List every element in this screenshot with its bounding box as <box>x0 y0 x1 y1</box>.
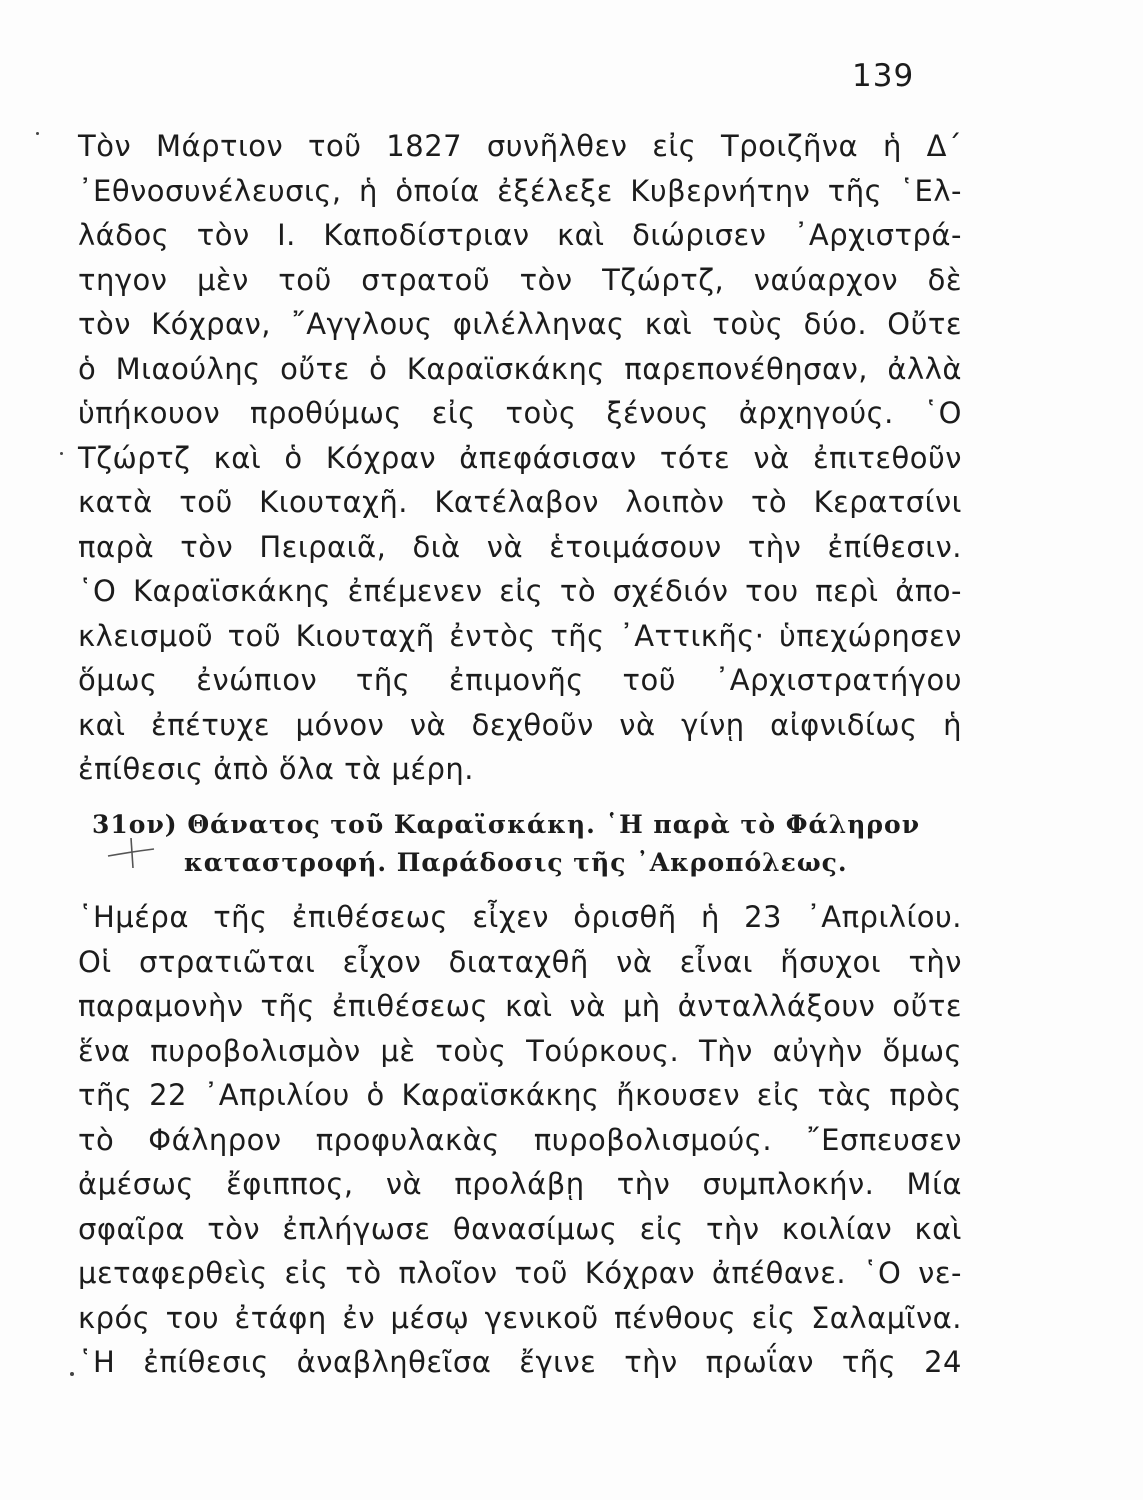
text-line: σφαῖρα τὸν ἐπλήγωσε θανασίμως εἰς τὴν κοιλίαν καὶ <box>78 1211 962 1246</box>
text-line: λάδος τὸν Ι. Καποδίστριαν καὶ διώρισεν ᾿Αρχιστρά- <box>78 218 962 252</box>
page-number: 139 <box>852 58 915 94</box>
paper-speck <box>70 1372 74 1376</box>
paragraph-2 <box>78 895 962 1385</box>
text-line: τὸ Φάληρον προφυλακὰς πυροβολισμούς. ῎Εσπευσεν <box>78 1122 962 1157</box>
text-line: ὅμως ἐνώπιον τῆς ἐπιμονῆς τοῦ ᾿Αρχιστρατήγου <box>78 663 962 697</box>
text-line: ῾Ημέρα τῆς ἐπιθέσεως εἶχεν ὁρισθῆ ἡ 23 ᾿Απριλίου. <box>78 900 962 934</box>
text-line: κλεισμοῦ τοῦ Κιουταχῆ ἐντὸς τῆς ᾿Αττικῆς· ὑπεχώρησεν <box>78 618 962 653</box>
text-line: τηγον μὲν τοῦ στρατοῦ τὸν Τζώρτζ, ναύαρχον δὲ <box>78 262 962 297</box>
text-line: ἀμέσως ἔφιππος, νὰ προλάβῃ τὴν συμπλοκήν. Μία <box>78 1167 962 1201</box>
text-line: παρὰ τὸν Πειραιᾶ, διὰ νὰ ἑτοιμάσουν τὴν ἐπίθεσιν. <box>78 529 962 564</box>
text-line: ῾Ο Καραϊσκάκης ἐπέμενεν εἰς τὸ σχέδιόν του περὶ ἀπο- <box>78 574 962 608</box>
paper-speck <box>60 452 63 455</box>
text-line: Οἱ στρατιῶται εἶχον διαταχθῆ νὰ εἶναι ἥσυχοι τὴν <box>78 944 962 979</box>
text-line: ὑπήκουον προθύμως εἰς τοὺς ξένους ἀρχηγούς. ῾Ο <box>78 396 962 430</box>
text-line: παραμονὴν τῆς ἐπιθέσεως καὶ νὰ μὴ ἀνταλλάξουν οὔτε <box>78 989 962 1023</box>
text-line: τὸν Κόχραν, ῎Αγγλους φιλέλληνας καὶ τοὺς δύο. Οὔτε <box>78 307 962 341</box>
handwritten-cross-mark-icon <box>104 832 158 872</box>
section-heading-line-2: καταστροφή. Παράδοσις τῆς ᾿Ακροπόλεως. <box>184 848 848 877</box>
text-line: μεταφερθεὶς εἰς τὸ πλοῖον τοῦ Κόχραν ἀπέθανε. ῾Ο νε- <box>78 1256 962 1290</box>
text-line: ᾿Εθνοσυνέλευσις, ἡ ὁποία ἐξέλεξε Κυβερνήτην τῆς ῾Ελ- <box>78 173 962 208</box>
paper-speck <box>36 132 39 135</box>
text-line: ὁ Μιαούλης οὔτε ὁ Καραϊσκάκης παρεπονέθησαν, ἀλλὰ <box>78 351 962 386</box>
section-heading-line-1: 31ον) Θάνατος τοῦ Καραϊσκάκη. ῾Η παρὰ τὸ Φάληρον <box>92 810 921 839</box>
text-line: ῾Η ἐπίθεσις ἀναβληθεῖσα ἔγινε τὴν πρωΐαν τῆς 24 <box>78 1345 962 1379</box>
text-line: ἕνα πυροβολισμὸν μὲ τοὺς Τούρκους. Τὴν αὐγὴν ὅμως <box>78 1033 962 1068</box>
paragraph-1 <box>78 124 962 792</box>
section-heading <box>92 806 962 882</box>
text-line: ἐπίθεσις ἀπὸ ὅλα τὰ μέρη. <box>78 752 474 786</box>
text-line: Τζώρτζ καὶ ὁ Κόχραν ἀπεφάσισαν τότε νὰ ἐπιτεθοῦν <box>78 440 962 475</box>
text-line: καὶ ἐπέτυχε μόνον νὰ δεχθοῦν νὰ γίνῃ αἰφνιδίως ἡ <box>78 707 962 742</box>
text-line: κατὰ τοῦ Κιουταχῆ. Κατέλαβον λοιπὸν τὸ Κερατσίνι <box>78 485 962 519</box>
text-line: Τὸν Μάρτιον τοῦ 1827 συνῆλθεν εἰς Τροιζῆνα ἡ Δ΄ <box>78 129 962 163</box>
text-line: τῆς 22 ᾿Απριλίου ὁ Καραϊσκάκης ἤκουσεν εἰς τὰς πρὸς <box>78 1078 962 1112</box>
text-line: κρός του ἐτάφη ἐν μέσῳ γενικοῦ πένθους εἰς Σαλαμῖνα. <box>78 1300 962 1335</box>
